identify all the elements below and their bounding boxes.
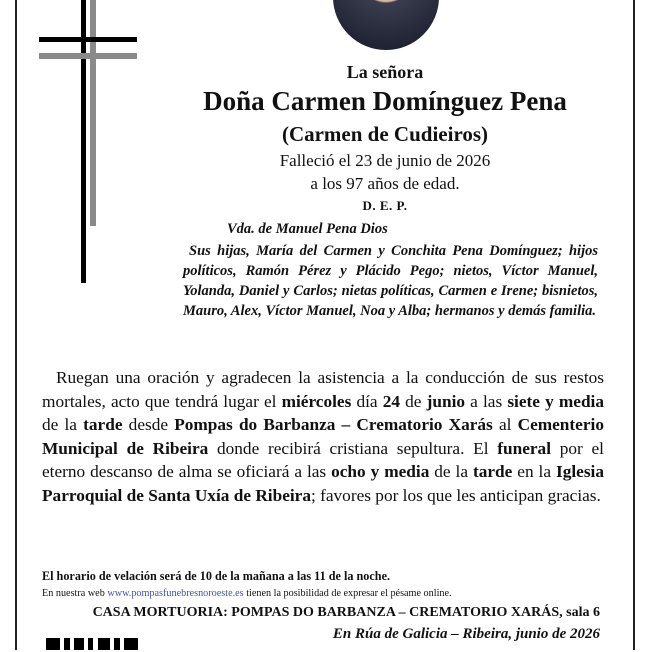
ceremony-paragraph bbox=[42, 366, 604, 508]
bold-text: ocho y media bbox=[331, 462, 430, 482]
web-suffix: tienen la posibilidad de expresar el pésame online. bbox=[243, 588, 452, 599]
bold-text: 24 bbox=[382, 391, 400, 411]
bold-text: Pompas do Barbanza – Crematorio Xarás bbox=[174, 415, 493, 435]
website-link[interactable]: www.pompasfunebresnoroeste.es bbox=[107, 588, 244, 599]
funeral-home: CASA MORTUORIA: POMPAS DO BARBANZA – CREMATORIO XARÁS, sala 6 bbox=[92, 605, 600, 620]
deceased-photo bbox=[333, 0, 439, 50]
cross-vertical-grey bbox=[90, 0, 96, 226]
cross-horizontal-black bbox=[39, 37, 137, 42]
text: Ruegan una oración y agradecen la asistencia a la conducción de sus restos mortales, acto que tendrá lugar el bbox=[42, 368, 604, 411]
bold-text: Cementerio Municipal de Ribeira bbox=[42, 415, 604, 458]
text: de bbox=[400, 391, 427, 411]
text: de la bbox=[42, 415, 84, 435]
bold-text: miércoles bbox=[281, 391, 352, 411]
widow-line: Vda. de Manuel Pena Dios bbox=[227, 221, 388, 237]
text: día bbox=[351, 391, 383, 411]
death-date: Falleció el 23 de junio de 2026 bbox=[279, 151, 491, 170]
text: donde recibirá cristiana sepultura. El bbox=[208, 438, 498, 458]
text: al bbox=[492, 415, 518, 435]
honorific-label: La señora bbox=[346, 62, 424, 82]
bold-text: tarde bbox=[83, 415, 123, 435]
bold-text: funeral bbox=[497, 438, 551, 458]
right-border bbox=[633, 0, 635, 650]
place-date: En Rúa de Galicia – Ribeira, junio de 2026 bbox=[332, 626, 600, 642]
cross-vertical-black bbox=[81, 0, 86, 283]
text: ; favores por los que les anticipan gracias. bbox=[311, 485, 601, 505]
bold-text: Iglesia Parroquial de Santa Uxía de Ribeira bbox=[42, 462, 604, 505]
deceased-alias: (Carmen de Cudieiros) bbox=[281, 122, 489, 146]
bold-text: tarde bbox=[472, 462, 513, 482]
bold-text: junio bbox=[426, 391, 466, 411]
family-list: Sus hijas, María del Carmen y Conchita Pena Domínguez; hijos políticos, Ramón Pérez y Plácido Pego; nietos, Víctor Manuel, Yolanda, Daniel y Carlos; nietas políticas, Carmen e Irene; bisnietos, Mauro, Alex, Víctor Manuel, Noa y Alba; hermanos y demás familia. bbox=[183, 243, 598, 319]
deceased-name: Doña Carmen Domínguez Pena bbox=[203, 86, 567, 116]
text: por el eterno descanso de alma se oficiará a las bbox=[42, 438, 604, 482]
left-border bbox=[15, 0, 17, 650]
text: desde bbox=[122, 415, 175, 435]
death-age: a los 97 años de edad. bbox=[310, 174, 460, 193]
text: en la bbox=[512, 462, 556, 482]
text: a las bbox=[465, 391, 508, 411]
bold-text: siete y media bbox=[507, 391, 604, 411]
text: de la bbox=[429, 462, 473, 482]
cross-horizontal-grey bbox=[39, 53, 137, 59]
wake-hours: El horario de velación será de 10 de la mañana a las 11 de la noche. bbox=[42, 569, 391, 583]
web-prefix: En nuestra web bbox=[42, 588, 108, 599]
web-notice bbox=[42, 588, 452, 599]
rip-text: D. E. P. bbox=[362, 198, 408, 213]
